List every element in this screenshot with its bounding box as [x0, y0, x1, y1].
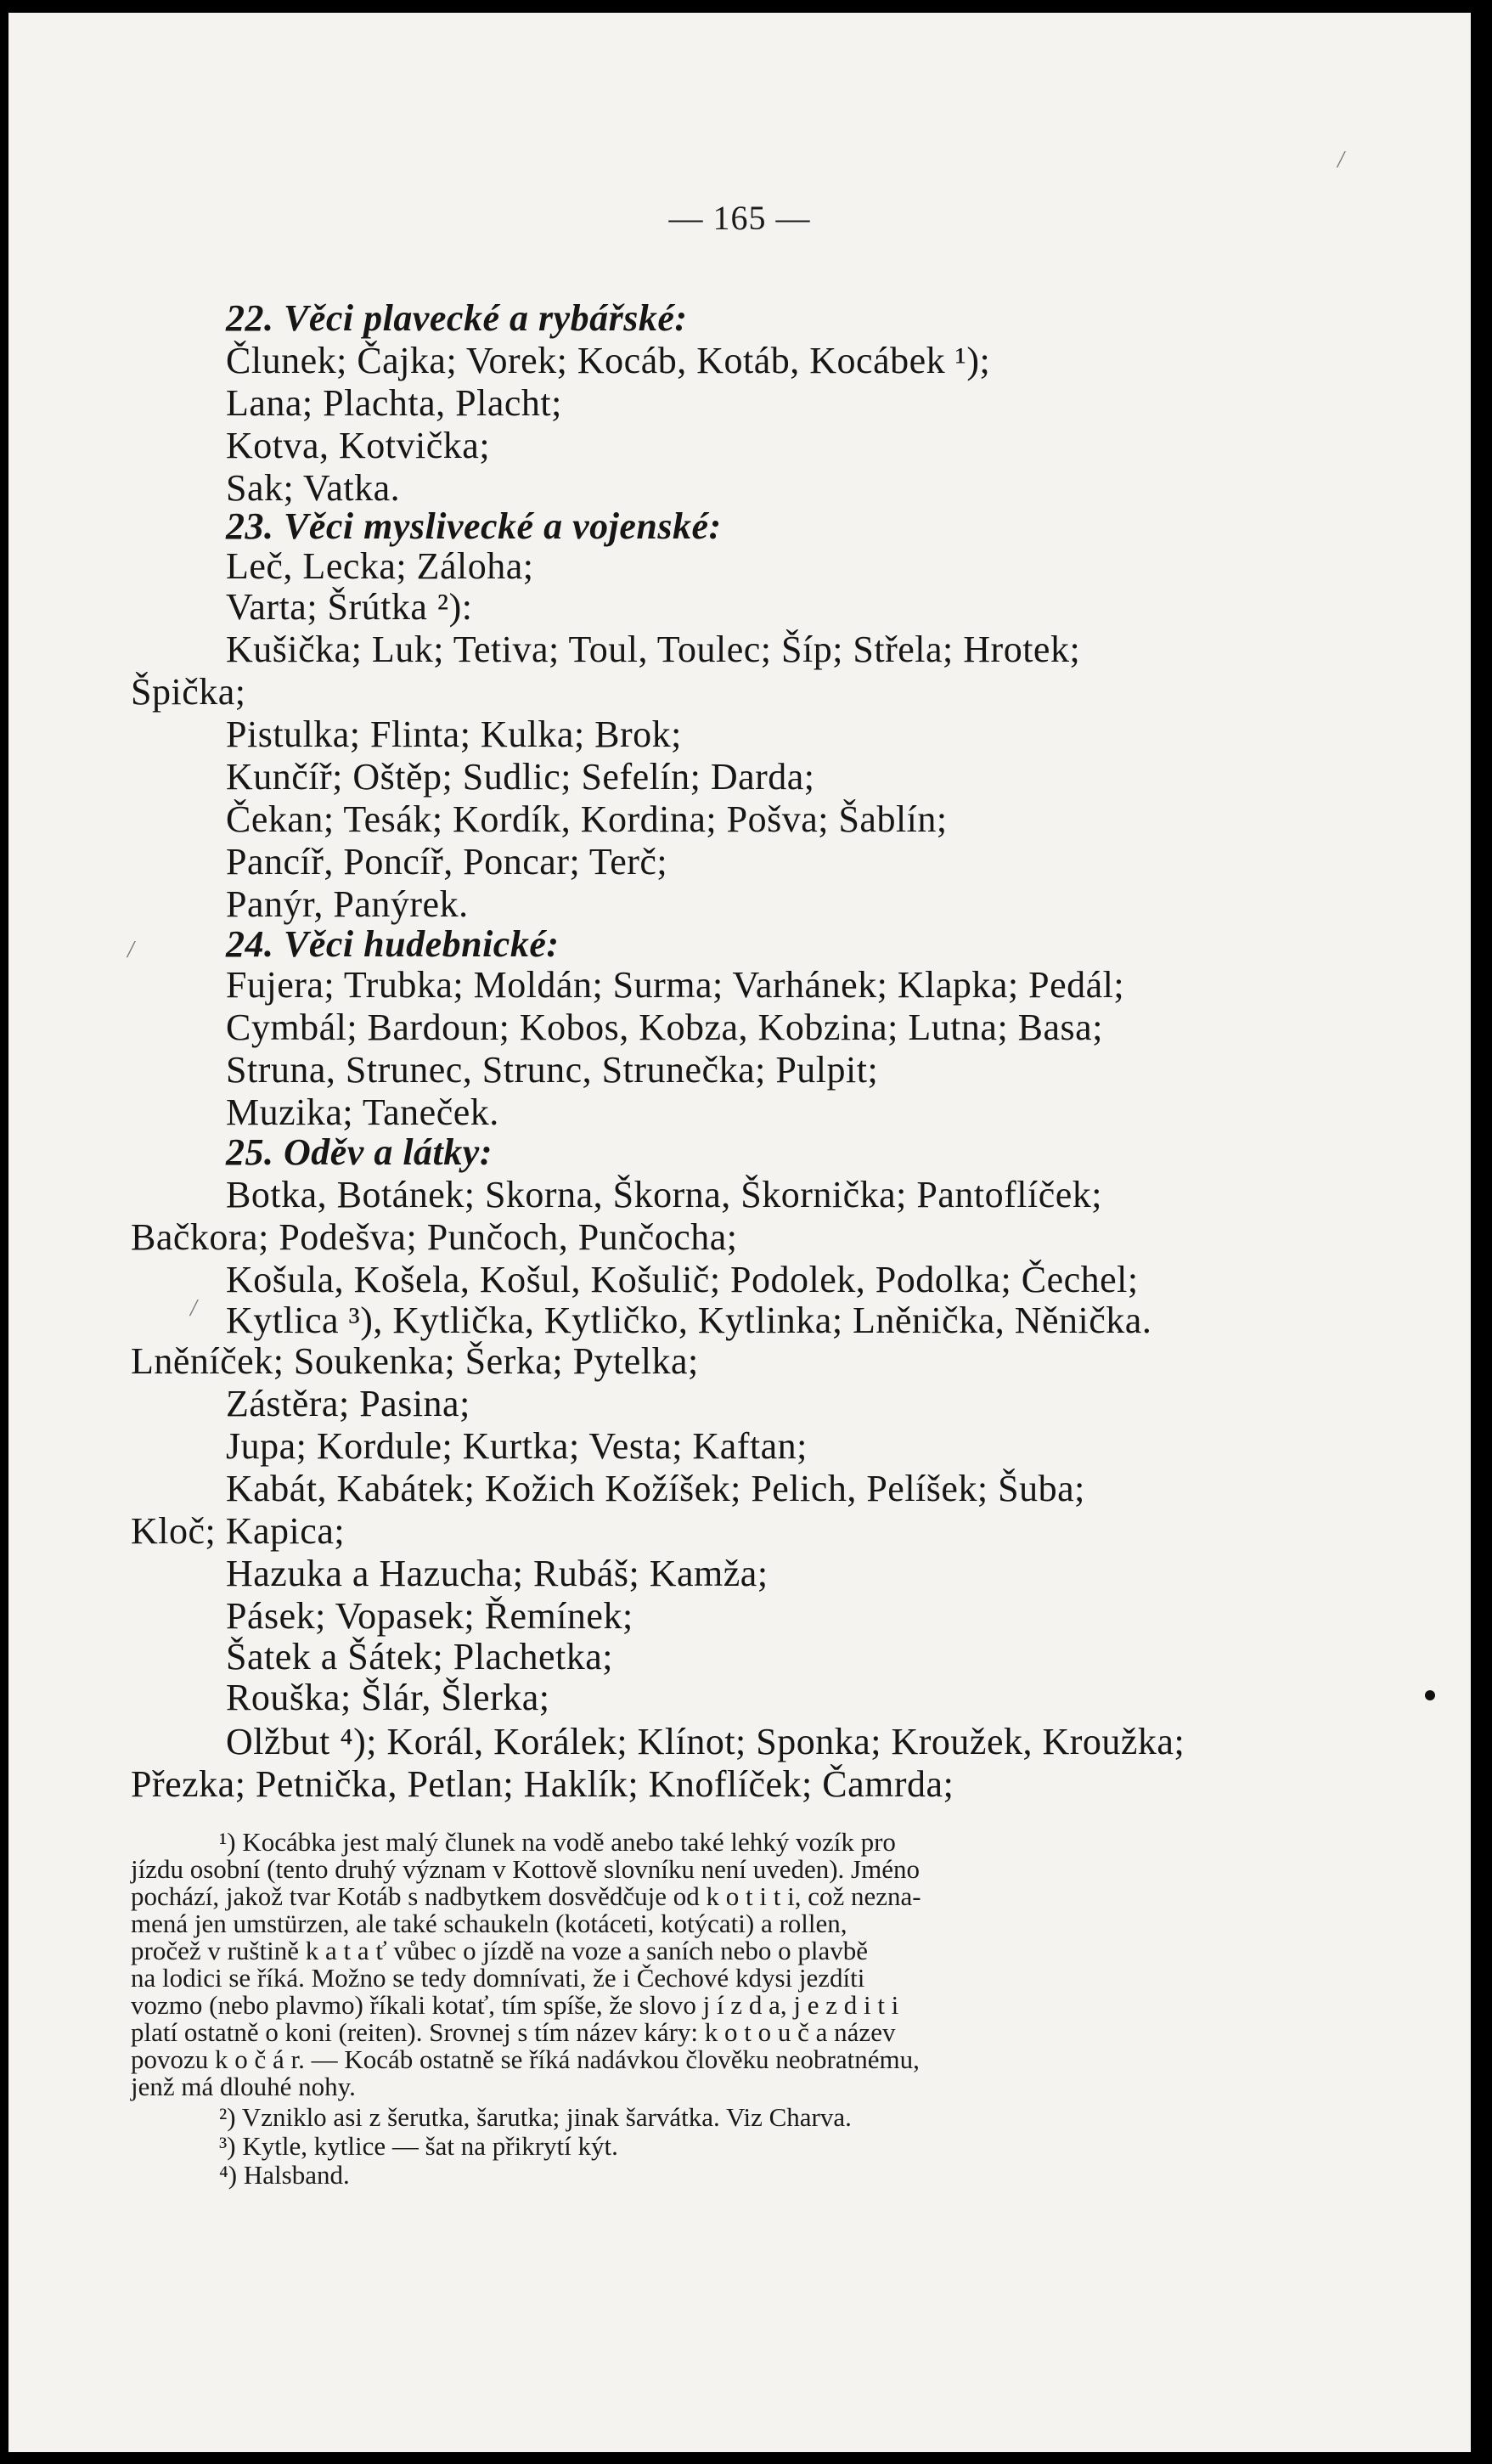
text-line: Kotva, Kotvička;	[226, 425, 491, 466]
footnote-1: ¹) Kocábka jest malý člunek na vodě anebo také lehký vozík pro	[219, 1827, 896, 1857]
scanned-page	[8, 13, 1471, 2452]
footnote-text: platí ostatně o koni (reiten). Srovnej s tím název káry: k o t o u č a název	[131, 2017, 896, 2047]
text-line: Přezka; Petnička, Petlan; Haklík; Knoflíček; Čamrda;	[131, 1763, 954, 1805]
text-line: Bačkora; Podešva; Punčoch, Punčocha;	[131, 1216, 738, 1258]
page-number: — 165 —	[668, 199, 811, 237]
text-line: Pistulka; Flinta; Kulka; Brok;	[226, 713, 682, 755]
footnote-text: mená jen umstürzen, ale také schaukeln (kotáceti, kotýcati) a rollen,	[131, 1909, 847, 1938]
text-line: Sak; Vatka.	[226, 467, 401, 509]
margin-pencil-mark: /	[190, 1295, 197, 1322]
text-line: Pásek; Vopasek; Řemínek;	[226, 1595, 633, 1637]
text-line: Kabát, Kabátek; Kožich Kožíšek; Pelich, Pelíšek; Šuba;	[226, 1468, 1085, 1509]
text-line: Panýr, Panýrek.	[226, 883, 469, 925]
text-line: Jupa; Kordule; Kurtka; Vesta; Kaftan;	[226, 1425, 808, 1467]
footnote-text: pochází, jakož tvar Kotáb s nadbytkem dosvědčuje od k o t i t i, což nezna-	[131, 1881, 921, 1911]
margin-pencil-mark: /	[127, 937, 134, 963]
text-line: Hazuka a Hazucha; Rubáš; Kamža;	[226, 1553, 769, 1594]
footnote-3: ³) Kytle, kytlice — šat na přikrytí kýt.	[219, 2131, 618, 2161]
footnote-text: pročež v ruštině k a t a ť vůbec o jízdě na voze a saních nebo o plavbě	[131, 1936, 868, 1965]
text-line: Kytlica ³), Kytlička, Kytličko, Kytlinka; Lněnička, Něnička.	[226, 1300, 1152, 1341]
text-line: Pancíř, Poncíř, Poncar; Terč;	[226, 841, 668, 882]
footnote-text: povozu k o č á r. — Kocáb ostatně se říká nadávkou člověku neobratnému,	[131, 2044, 920, 2074]
text-line: Špička;	[131, 671, 246, 713]
text-line: Košula, Košela, Košul, Košulič; Podolek, Podolka; Čechel;	[226, 1259, 1139, 1300]
section-heading-24: 24. Věci hudebnické:	[226, 923, 560, 965]
text-line: Lana; Plachta, Placht;	[226, 382, 562, 424]
footnote-2: ²) Vzniklo asi z šerutka, šarutka; jinak šarvátka. Viz Charva.	[219, 2102, 852, 2132]
footnote-text: vozmo (nebo plavmo) říkali kotať, tím spíše, že slovo j í z d a, j e z d i t i	[131, 1990, 899, 2020]
footnote-4: ⁴) Halsband.	[219, 2160, 350, 2190]
text-line: Muzika; Taneček.	[226, 1091, 499, 1133]
text-line: Kunčíř; Oštěp; Sudlic; Sefelín; Darda;	[226, 756, 815, 798]
text-line: Šatek a Šátek; Plachetka;	[226, 1636, 614, 1677]
text-line: Olžbut ⁴); Korál, Korálek; Klínot; Sponka; Kroužek, Kroužka;	[226, 1721, 1185, 1762]
text-line: Kušička; Luk; Tetiva; Toul, Toulec; Šíp; Střela; Hrotek;	[226, 629, 1081, 670]
section-heading-23: 23. Věci myslivecké a vojenské:	[226, 505, 722, 547]
text-line: Člunek; Čajka; Vorek; Kocáb, Kotáb, Kocábek ¹);	[226, 340, 991, 381]
text-line: Lněníček; Soukenka; Šerka; Pytelka;	[131, 1340, 699, 1382]
text-line: Fujera; Trubka; Moldán; Surma; Varhánek; Klapka; Pedál;	[226, 964, 1125, 1006]
section-heading-22: 22. Věci plavecké a rybářské:	[226, 297, 688, 339]
footnote-text: na lodici se říká. Možno se tedy domnívati, že i Čechové kdysi jezdíti	[131, 1963, 865, 1993]
text-line: Cymbál; Bardoun; Kobos, Kobza, Kobzina; Lutna; Basa;	[226, 1006, 1103, 1048]
text-line: Kloč; Kapica;	[131, 1510, 346, 1552]
text-line: Botka, Botánek; Skorna, Škorna, Škornička; Pantoflíček;	[226, 1174, 1103, 1215]
section-heading-25: 25. Oděv a látky:	[226, 1131, 493, 1173]
text-line: Leč, Lecka; Záloha;	[226, 545, 534, 587]
footnote-text: jízdu osobní (tento druhý význam v Kottově slovníku není uveden). Jméno	[131, 1854, 920, 1884]
footnote-text: jenž má dlouhé nohy.	[131, 2072, 356, 2101]
text-line: Rouška; Šlár, Šlerka;	[226, 1677, 550, 1718]
text-line: Varta; Šrútka ²):	[226, 586, 473, 628]
corner-pencil-mark: /	[1337, 147, 1344, 173]
text-line: Čekan; Tesák; Kordík, Kordina; Pošva; Šablín;	[226, 798, 948, 840]
ink-dot	[1425, 1690, 1435, 1700]
text-line: Zástěra; Pasina;	[226, 1383, 470, 1424]
text-line: Struna, Strunec, Strunc, Strunečka; Pulpit;	[226, 1049, 879, 1091]
